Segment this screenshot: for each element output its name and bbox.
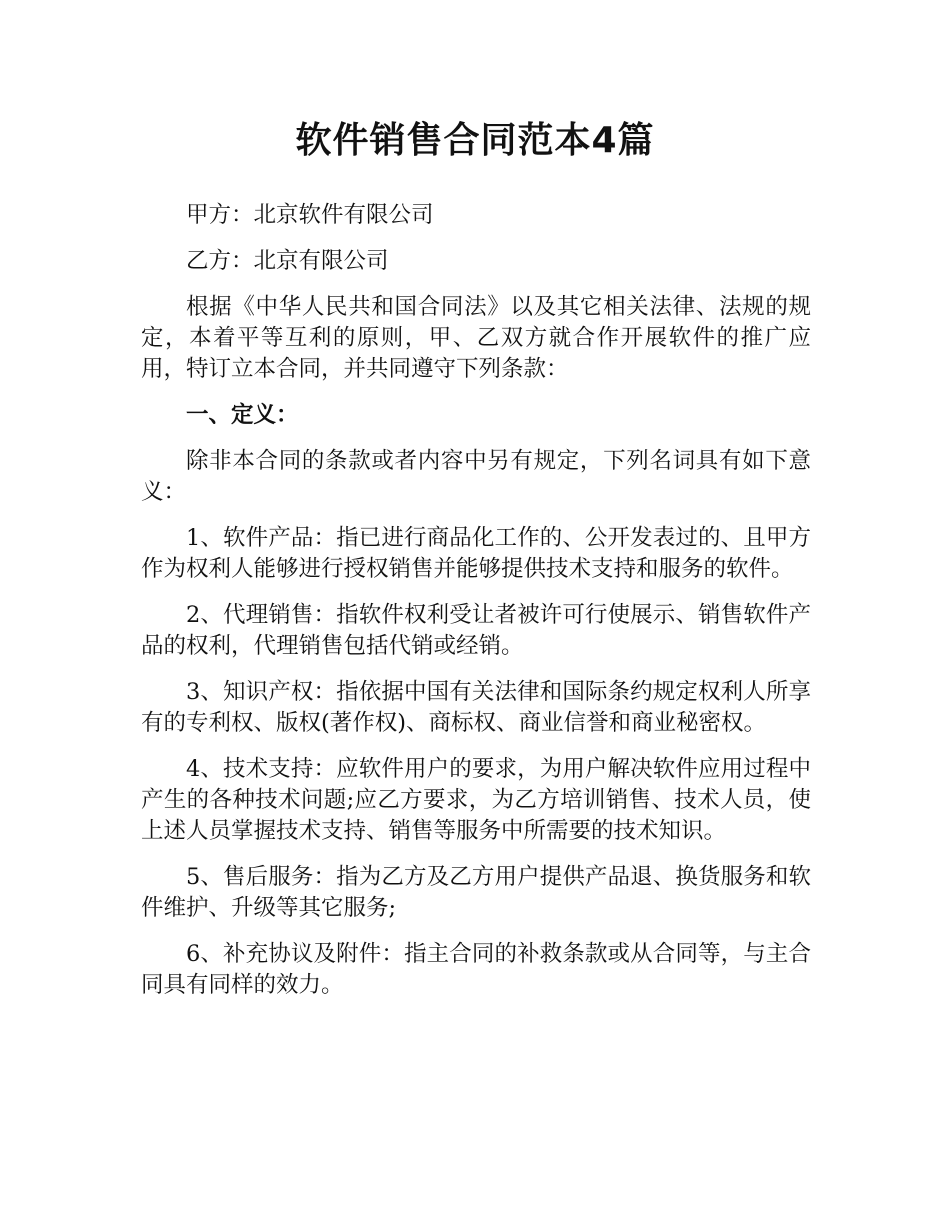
definition-item: 2、代理销售：指软件权利受让者被许可行使展示、销售软件产品的权利，代理销售包括代销或经销。 <box>141 602 811 659</box>
definition-item: 5、售后服务：指为乙方及乙方用户提供产品退、换货服务和软件维护、升级等其它服务; <box>141 864 811 921</box>
definition-item: 1、软件产品：指已进行商品化工作的、公开发表过的、且甲方作为权利人能够进行授权销售并能够提供技术支持和服务的软件。 <box>141 525 811 582</box>
party-b: 乙方：北京有限公司 <box>186 248 389 274</box>
section-intro: 除非本合同的条款或者内容中另有规定，下列名词具有如下意义： <box>141 448 811 505</box>
preamble-paragraph: 根据《中华人民共和国合同法》以及其它相关法律、法规的规定，本着平等互利的原则，甲、乙双方就合作开展软件的推广应用，特订立本合同，并共同遵守下列条款： <box>141 294 811 382</box>
definition-item: 3、知识产权：指依据中国有关法律和国际条约规定权利人所享有的专利权、版权(著作权)、商标权、商业信誉和商业秘密权。 <box>141 679 811 736</box>
party-a: 甲方：北京软件有限公司 <box>186 202 434 228</box>
document-body <box>141 200 811 1016</box>
section-heading: 一、定义： <box>186 402 299 428</box>
definition-item: 6、补充协议及附件：指主合同的补救条款或从合同等，与主合同具有同样的效力。 <box>141 941 811 998</box>
definition-item: 4、技术支持：应软件用户的要求，为用户解决软件应用过程中产生的各种技术问题;应乙方要求，为乙方培训销售、技术人员，使上述人员掌握技术支持、销售等服务中所需要的技术知识。 <box>141 756 811 844</box>
document-title: 软件销售合同范本4篇 <box>295 120 655 161</box>
